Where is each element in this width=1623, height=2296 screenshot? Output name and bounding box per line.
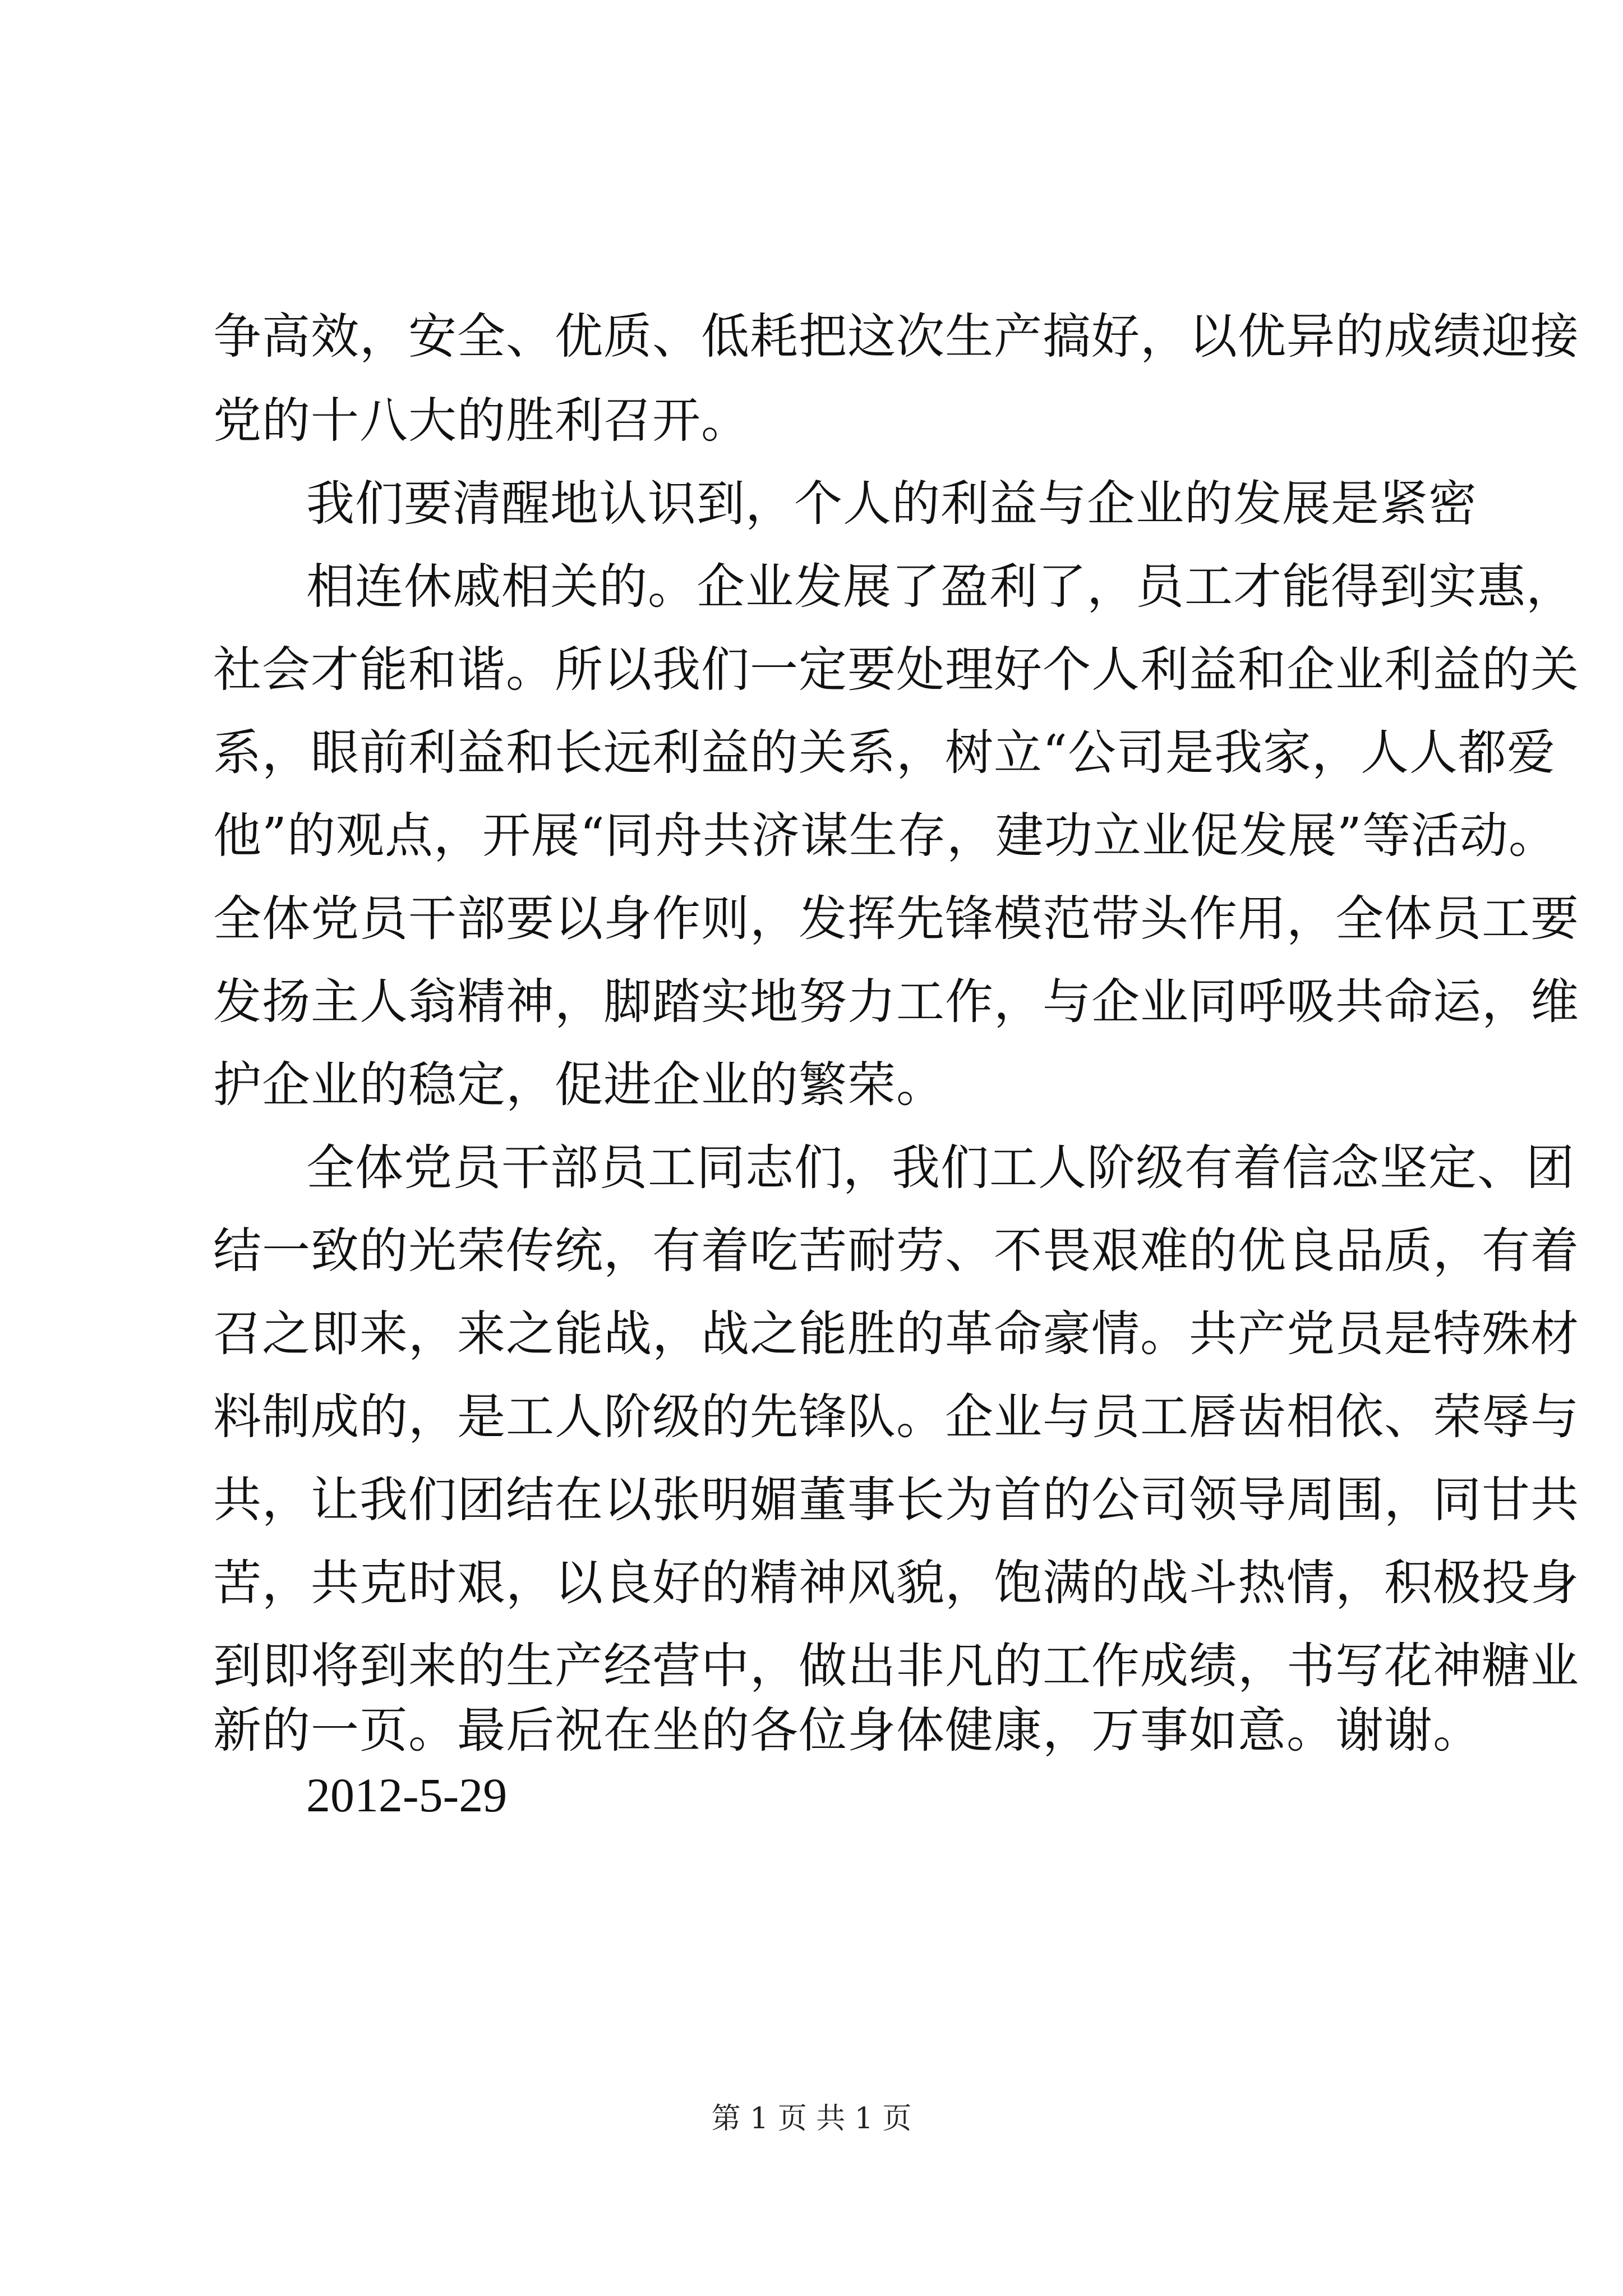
paragraph-1-line-2: 党的十八大的胜利召开。 [213, 393, 750, 449]
paragraph-2-line-4: 系，眼前利益和长远利益的关系，树立“公司是我家，人人都爱 [213, 725, 1556, 781]
paragraph-3-line-4: 料制成的，是工人阶级的先锋队。企业与员工唇齿相依、荣辱与 [213, 1389, 1579, 1445]
paragraph-3-line-8: 新的一页。最后祝在坐的各位身体健康，万事如意。谢谢。 [213, 1703, 1482, 1759]
paragraph-3-line-5: 共，让我们团结在以张明媚董事长为首的公司领导周围，同甘共 [213, 1472, 1579, 1528]
paragraph-3-line-2: 结一致的光荣传统，有着吃苦耐劳、不畏艰难的优良品质，有着 [213, 1223, 1579, 1279]
paragraph-2-line-2: 相连休戚相关的。企业发展了盈利了，员工才能得到实惠， [306, 559, 1575, 615]
paragraph-2-line-7: 发扬主人翁精神，脚踏实地努力工作，与企业同呼吸共命运，维 [213, 974, 1579, 1030]
paragraph-2-line-5: 他”的观点，开展“同舟共济谋生存，建功立业促发展”等活动。 [213, 808, 1557, 864]
paragraph-3-line-7: 到即将到来的生产经营中，做出非凡的工作成绩，书写花神糖业 [213, 1638, 1579, 1694]
paragraph-3-line-1: 全体党员干部员工同志们，我们工人阶级有着信念坚定、团 [306, 1140, 1575, 1196]
paragraph-2-line-1: 我们要清醒地认识到，个人的利益与企业的发展是紧密 [306, 476, 1477, 532]
paragraph-2-line-3: 社会才能和谐。所以我们一定要处理好个人利益和企业利益的关 [213, 642, 1579, 698]
paragraph-3-line-3: 召之即来，来之能战，战之能胜的革命豪情。共产党员是特殊材 [213, 1306, 1579, 1362]
paragraph-3-line-6: 苦，共克时艰，以良好的精神风貌，饱满的战斗热情，积极投身 [213, 1555, 1579, 1611]
document-date: 2012-5-29 [306, 1768, 508, 1822]
paragraph-2-line-6: 全体党员干部要以身作则，发挥先锋模范带头作用，全体员工要 [213, 891, 1579, 947]
page-footer: 第 1 页 共 1 页 [711, 2102, 912, 2136]
paragraph-1-line-1: 争高效，安全、优质、低耗把这次生产搞好，以优异的成绩迎接 [213, 309, 1579, 365]
paragraph-2-line-8: 护企业的稳定，促进企业的繁荣。 [213, 1057, 945, 1113]
